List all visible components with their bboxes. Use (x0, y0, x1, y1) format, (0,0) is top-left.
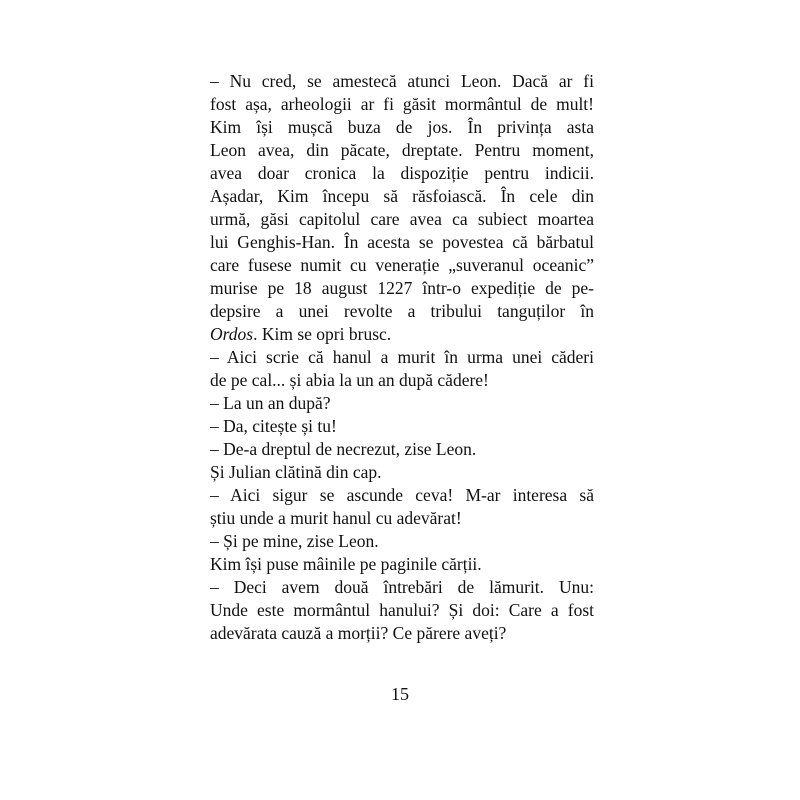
italic-place-name: Ordos (210, 324, 254, 344)
text-line: de pe cal... și abia la un an după cădere! (210, 370, 489, 390)
text-line: Kim își mușcă buza de jos. În privința asta (210, 117, 594, 137)
text-line: murise pe 18 august 1227 într-o expediție de pe- (210, 278, 594, 298)
text-line: – La un an după? (210, 393, 331, 413)
text-line: Și Julian clătină din cap. (210, 462, 382, 482)
text-line: Așadar, Kim începu să răsfoiască. În cele din (210, 186, 594, 206)
text-line: – Aici sigur se ascunde ceva! M-ar interesa să (210, 485, 594, 505)
text-line: care fusese numit cu venerație „suveranul oceanic” (210, 255, 594, 275)
text-line: – Deci avem două întrebări de lămurit. Unu: (210, 577, 594, 597)
text-line: – Nu cred, se amestecă atunci Leon. Dacă ar fi (210, 71, 594, 91)
text-line: fost așa, arheologii ar fi găsit mormântul de mult! (210, 94, 594, 114)
text-line: Unde este mormântul hanului? Și doi: Care a fost (210, 600, 594, 620)
text-line: – Și pe mine, zise Leon. (210, 531, 379, 551)
page-number: 15 (391, 684, 409, 704)
text-line: – Da, citește și tu! (210, 416, 337, 436)
page-body-text (210, 70, 594, 645)
text-line: adevărata cauză a morții? Ce părere aveți? (210, 623, 507, 643)
text-line: depsire a unei revolte a tribului tanguților în (210, 301, 594, 321)
text-line (210, 323, 594, 346)
text-line: – Aici scrie că hanul a murit în urma unei căderi (210, 347, 594, 367)
text-line: urmă, găsi capitolul care avea ca subiect moartea (210, 209, 594, 229)
text-line: Kim își puse mâinile pe paginile cărții. (210, 554, 482, 574)
text-line: – De-a dreptul de necrezut, zise Leon. (210, 439, 477, 459)
text-line: Leon avea, din păcate, dreptate. Pentru moment, (210, 140, 594, 160)
text-line: știu unde a murit hanul cu adevărat! (210, 508, 462, 528)
text-line: lui Genghis-Han. În acesta se povestea că bărbatul (210, 232, 594, 252)
text-line: avea doar cronica la dispoziție pentru indicii. (210, 163, 594, 183)
text-line-rest: . Kim se opri brusc. (253, 324, 392, 344)
